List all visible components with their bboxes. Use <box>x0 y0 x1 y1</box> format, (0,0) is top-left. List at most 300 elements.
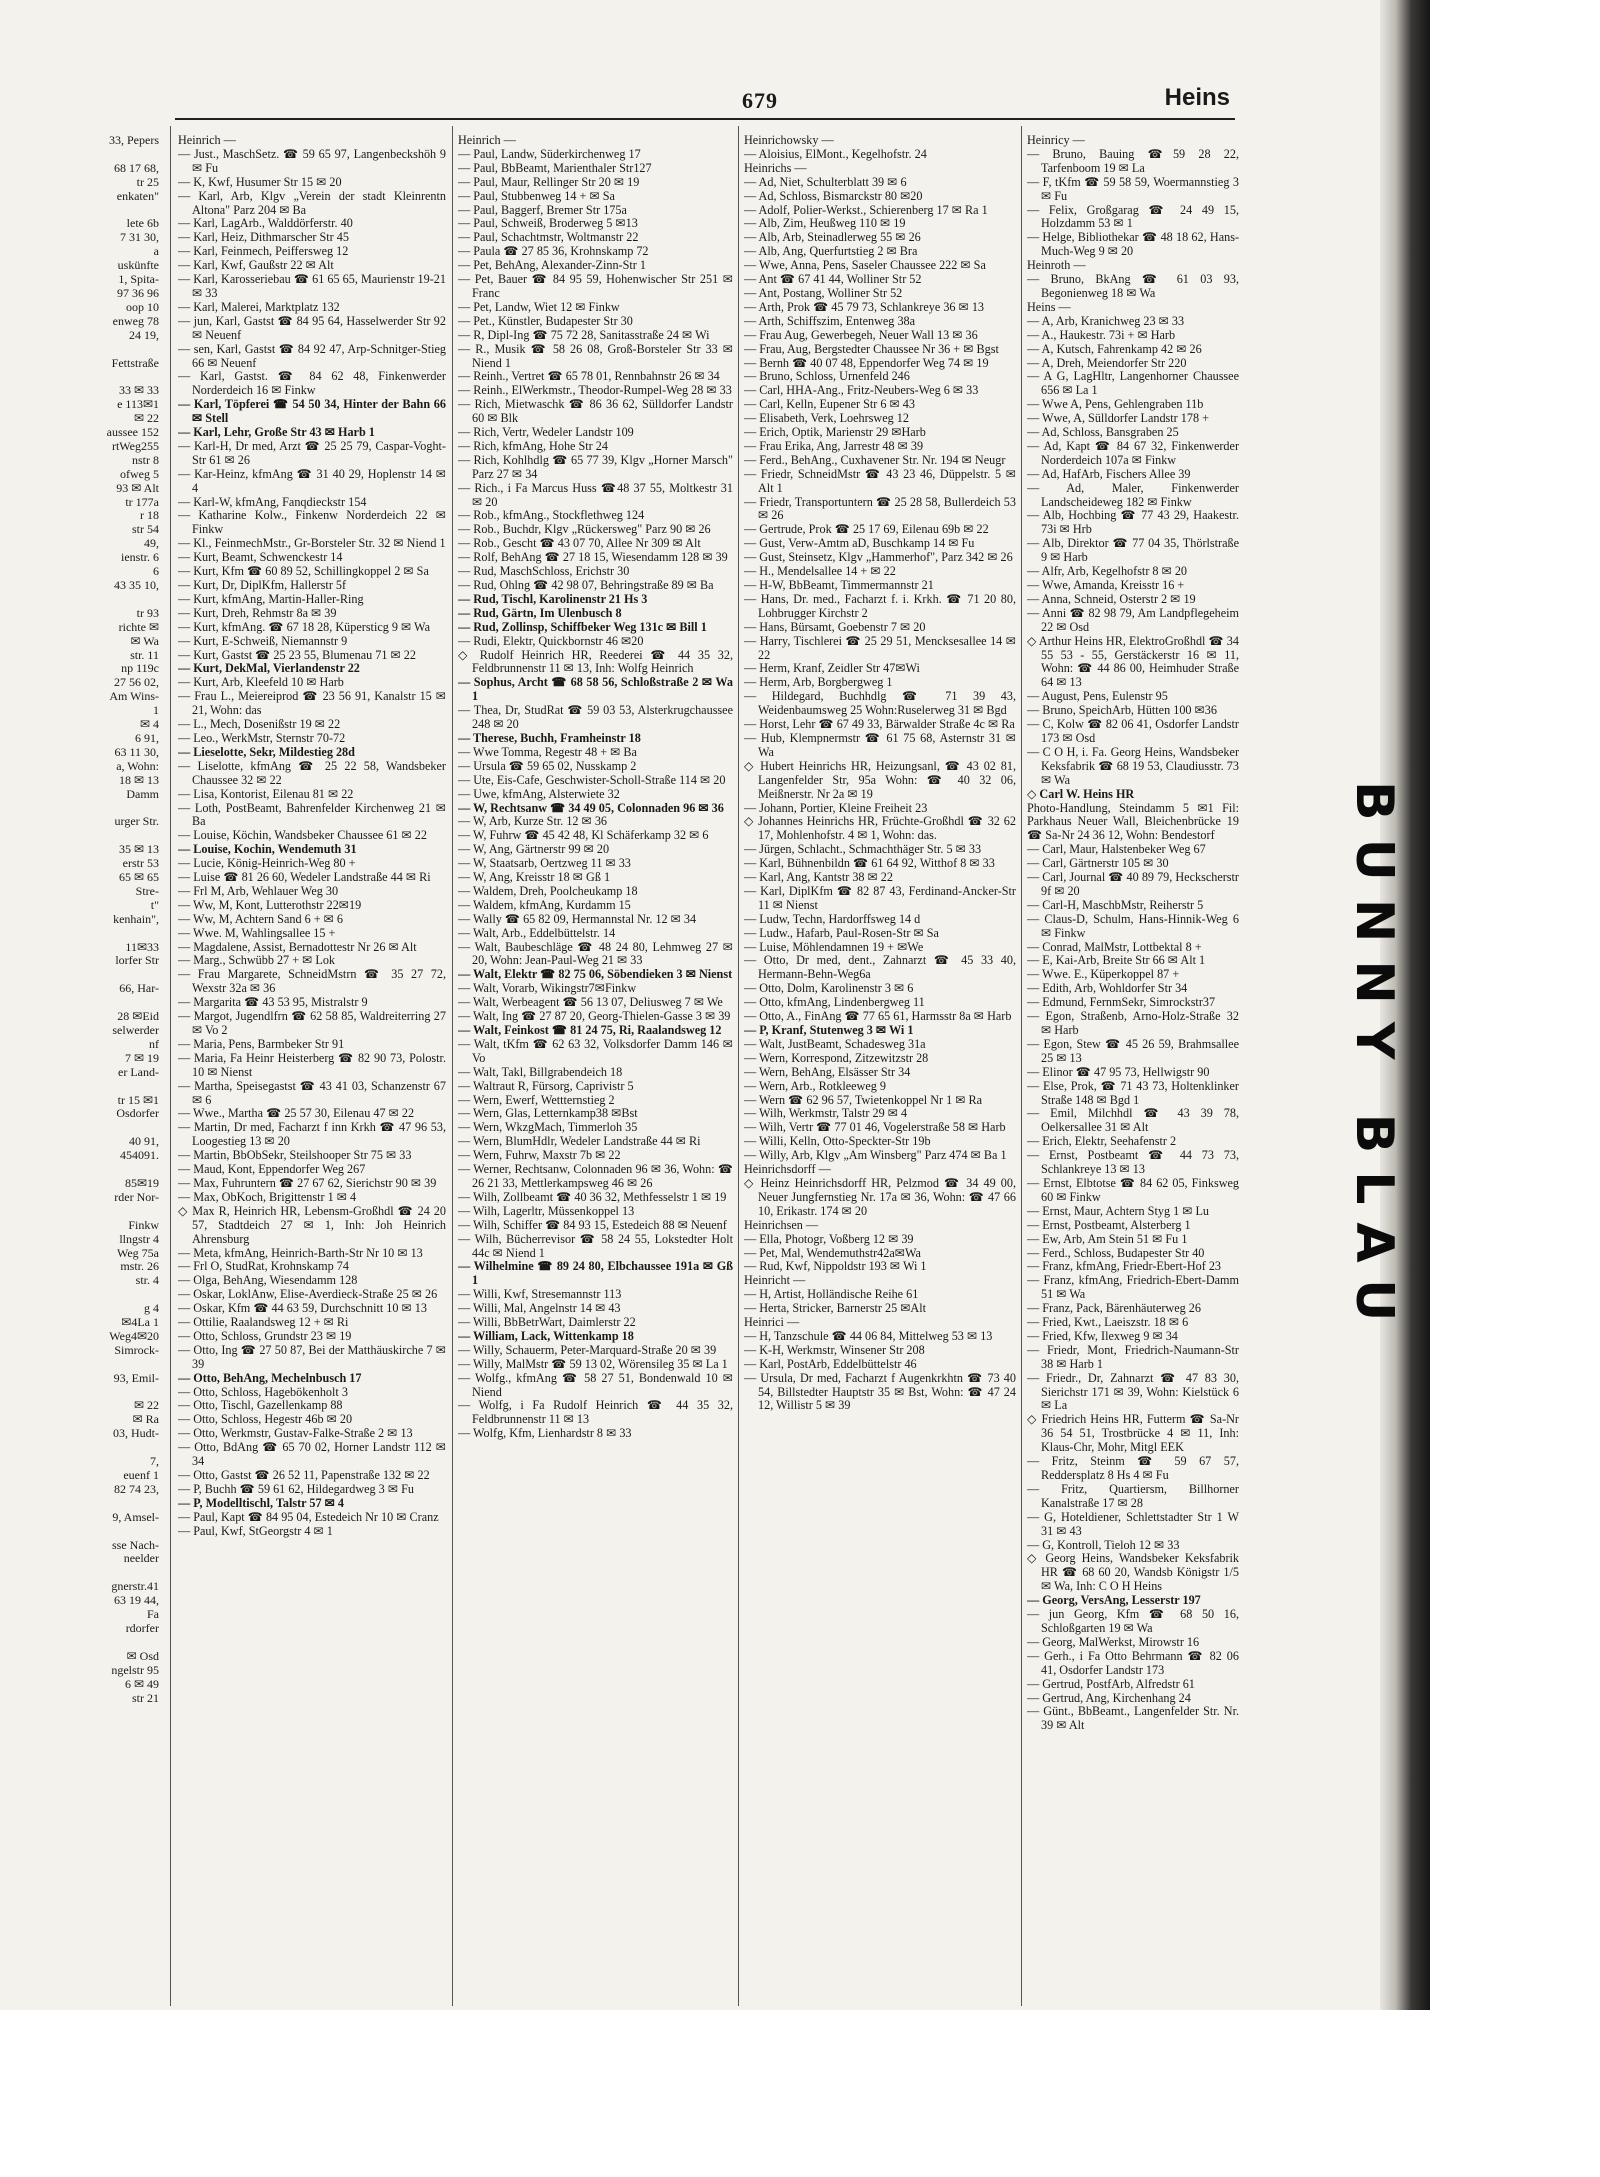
directory-entry: — Maud, Kont, Eppendorfer Weg 267 <box>178 1162 366 1177</box>
directory-entry: — Reinh., Vertret ☎ 65 78 01, Rennbahnstr 26 ✉ 34 <box>458 369 720 384</box>
directory-entry: — Ad, Maler, Finkenwerder Landscheideweg 182 ✉ Finkw <box>1027 480 1239 509</box>
directory-entry: — Wern, Glas, Letternkamp38 ✉Bst <box>458 1106 638 1121</box>
surname-heading: Heinrichs — <box>744 160 807 175</box>
directory-entry: — Fritz, Quartiersm, Billhorner Kanalstraße 17 ✉ 28 <box>1027 1481 1239 1510</box>
stub-line: rtWeg255 <box>111 438 159 453</box>
directory-entry: — Loth, PostBeamt, Bahrenfelder Kirchenweg 21 ✉ Ba <box>178 800 446 829</box>
directory-entry: — Therese, Buchh, Framheinstr 18 <box>458 730 641 745</box>
stub-line: 1, Spita- <box>118 272 159 287</box>
directory-entry: — Rob., kfmAng., Stockflethweg 124 <box>458 508 645 523</box>
directory-entry: — Otto, Tischl, Gazellenkamp 88 <box>178 1398 343 1413</box>
directory-entry: — Louise, Kochin, Wendemuth 31 <box>178 842 357 857</box>
stub-line: lorfer Str <box>115 953 159 968</box>
stub-line: 11✉33 <box>125 939 159 954</box>
stub-line: kenhain", <box>113 911 159 926</box>
directory-entry: — Karl, Lehr, Große Str 43 ✉ Harb 1 <box>178 425 375 440</box>
directory-entry: — R, Dipl-Ing ☎ 75 72 28, Sanitasstraße 24 ✉ Wi <box>458 327 710 342</box>
listing-column-1 <box>178 134 446 2004</box>
directory-entry: — Sophus, Archt ☎ 68 58 56, Schloßstraße 2 ✉ Wa 1 <box>458 675 733 704</box>
stub-line: str 54 <box>132 522 159 537</box>
stub-line: 65 ✉ 65 <box>118 870 159 885</box>
stub-line: 7 ✉ 19 <box>124 1050 159 1065</box>
directory-entry: — Otto, Gastst ☎ 26 52 11, Papenstraße 132 ✉ 22 <box>178 1468 430 1482</box>
directory-entry: — A, Dreh, Meiendorfer Str 220 <box>1027 355 1187 370</box>
directory-entry: — Karl, Töpferei ☎ 54 50 34, Hinter der Bahn 66 ✉ Stell <box>178 397 446 426</box>
directory-entry: — Frl M, Arb, Wehlauer Weg 30 <box>178 883 339 898</box>
directory-entry: — Rud, Zollinsp, Schiffbeker Weg 131c ✉ Bill 1 <box>458 619 707 634</box>
stub-line: nf <box>149 1036 159 1051</box>
directory-entry: — Pet, BehAng, Alexander-Zinn-Str 1 <box>458 258 646 273</box>
stub-line <box>0 1080 165 1094</box>
directory-entry: — Paul, Schachtmstr, Woltmanstr 22 <box>458 230 639 245</box>
column-divider <box>452 126 453 2006</box>
directory-entry: — Karl, Bühnenbildn ☎ 61 64 92, Witthof 8 ✉ 33 <box>744 856 995 871</box>
directory-entry: — Louise, Köchin, Wandsbeker Chaussee 61 ✉ 22 <box>178 828 427 843</box>
stub-line: 82 74 23, <box>114 1481 159 1496</box>
stub-line: 97 36 96 <box>117 285 159 300</box>
stub-line: 454091. <box>120 1148 159 1163</box>
stub-line: str 21 <box>132 1690 159 1705</box>
stub-line: tr 177a <box>125 494 159 509</box>
directory-entry: — Friedr., Dr, Zahnarzt ☎ 47 83 30, Sierichstr 171 ✉ 39, Wohn: Kielstück 6 ✉ La <box>1027 1370 1239 1413</box>
header-rule <box>175 118 1235 120</box>
directory-entry: — H., Mendelsallee 14 + ✉ 22 <box>744 564 896 579</box>
stub-line: str. 11 <box>130 647 159 662</box>
directory-entry: — Wwe, Amanda, Kreisstr 16 + <box>1027 578 1185 592</box>
directory-entry: — Carl, Gärtnerstr 105 ✉ 30 <box>1027 856 1169 871</box>
stub-line <box>0 996 165 1010</box>
stub-line: Simrock- <box>114 1342 159 1357</box>
stub-line: uskünfte <box>117 258 159 273</box>
directory-entry: — Wilhelmine ☎ 89 24 80, Elbchaussee 191a ✉ Gß 1 <box>458 1259 733 1288</box>
directory-entry: ◇ Max R, Heinrich HR, Lebensm-Großhdl ☎ 24 20 57, Stadtdeich 27 ✉ 1, Inh: Joh Heinrich Ahrensburg <box>178 1203 446 1246</box>
directory-entry: — Karl, Feinmech, Peiffersweg 12 <box>178 244 349 259</box>
stub-line <box>0 1205 165 1219</box>
directory-entry: — Just., MaschSetz. ☎ 59 65 97, Langenbeckshöh 9 ✉ Fu <box>178 146 446 175</box>
surname-heading: Heinricy — <box>1027 134 1085 147</box>
directory-entry: — Alb, Direktor ☎ 77 04 35, Thörlstraße 9 ✉ Harb <box>1027 536 1239 565</box>
stub-line <box>0 1121 165 1135</box>
directory-entry: — jun, Karl, Gastst ☎ 84 95 64, Hasselwerder Str 92 ✉ Neuenf <box>178 313 446 342</box>
directory-entry: — Alb, Zim, Heußweg 110 ✉ 19 <box>744 216 906 231</box>
directory-entry: — Karl, Arb, Klgv „Verein der stadt Kleinrentn Altona" Parz 204 ✉ Ba <box>178 188 446 217</box>
directory-entry: — Walt, Elektr ☎ 82 75 06, Söbendieken 3 ✉ Nienst <box>458 967 733 982</box>
directory-entry: — Ww, M, Kont, Lutterothstr 22✉19 <box>178 897 362 912</box>
directory-entry: — Hans, Bürsamt, Goebenstr 7 ✉ 20 <box>744 619 926 634</box>
stub-line: nstr 8 <box>132 452 159 467</box>
directory-entry: ◇ Friedrich Heins HR, Futterm ☎ Sa-Nr 36 54 51, Trostbrücke 4 ✉ 11, Inh: Klaus-Chr, Mohr, Mitgl EEK <box>1027 1412 1239 1455</box>
directory-entry: — Kurt, E-Schweiß, Niemannstr 9 <box>178 633 348 648</box>
stub-line <box>0 1288 165 1302</box>
directory-entry: — Friedr, Transportuntern ☎ 25 28 58, Bullerdeich 53 ✉ 26 <box>744 494 1016 523</box>
directory-entry: — Liselotte, kfmAng ☎ 25 22 58, Wandsbeker Chaussee 32 ✉ 22 <box>178 758 446 787</box>
stub-line <box>0 829 165 843</box>
directory-entry: — jun Georg, Kfm ☎ 68 50 16, Schloßgarten 19 ✉ Wa <box>1027 1607 1239 1635</box>
directory-entry: — Walt, Baubeschläge ☎ 48 24 80, Lehmweg 27 ✉ 20, Wohn: Jean-Paul-Weg 21 ✉ 33 <box>458 939 733 968</box>
directory-entry: — Ernst, Postbeamt, Alsterberg 1 <box>1027 1217 1191 1232</box>
stub-line: 27 56 02, <box>114 675 159 690</box>
directory-entry: — Georg, MalWerkst, Mirowstr 16 <box>1027 1634 1200 1649</box>
stub-line: mstr. 26 <box>120 1259 159 1274</box>
directory-entry: — Kurt, Dr, DiplKfm, Hallerstr 5f <box>178 578 347 592</box>
directory-entry: — Horst, Lehr ☎ 67 49 33, Bärwalder Straße 4c ✉ Ra <box>744 717 1015 732</box>
stub-line: 6 ✉ 49 <box>124 1676 159 1691</box>
directory-entry: — Ant ☎ 67 41 44, Wolliner Str 52 <box>744 272 922 287</box>
directory-entry: — Paul, Baggerf, Bremer Str 175a <box>458 202 627 217</box>
directory-entry: — Wern ☎ 62 96 57, Twietenkoppel Nr 1 ✉ Ra <box>744 1092 983 1107</box>
directory-entry: — A., Haukestr. 73i + ✉ Harb <box>1027 327 1176 342</box>
directory-entry: — Fritz, Steinm ☎ 59 67 57, Reddersplatz 8 Hs 4 ✉ Fu <box>1027 1454 1239 1482</box>
directory-entry: — Lisa, Kontorist, Eilenau 81 ✉ 22 <box>178 786 354 801</box>
directory-entry: — Wern, WkzgMach, Timmerloh 35 <box>458 1120 638 1135</box>
stub-line: Weg4✉20 <box>109 1328 159 1343</box>
directory-entry: — Ww, M, Achtern Sand 6 + ✉ 6 <box>178 911 344 926</box>
directory-entry: — Karl, Kwf, Gaußstr 22 ✉ Alt <box>178 258 334 273</box>
stub-line: 68 17 68, <box>114 160 159 175</box>
directory-entry: — Gertrud, PostfArb, Alfredstr 61 <box>1027 1676 1195 1691</box>
stub-line: gnerstr.41 <box>111 1579 159 1594</box>
stub-line <box>0 1386 165 1400</box>
directory-entry: — Gust, Verw-Amtm aD, Buschkamp 14 ✉ Fu <box>744 536 975 551</box>
directory-entry: — Willi, Mal, Angelnstr 14 ✉ 43 <box>458 1301 621 1316</box>
stub-line: 85✉19 <box>124 1175 159 1190</box>
stub-line: e 113✉1 <box>117 397 159 412</box>
directory-entry: — Conrad, MalMstr, Lottbektal 8 + <box>1027 939 1202 954</box>
directory-entry: — Franz, Pack, Bärenhäuterweg 26 <box>1027 1301 1201 1316</box>
running-head: Heins <box>1164 84 1230 111</box>
directory-entry: — Walt, JustBeamt, Schadesweg 31a <box>744 1036 926 1051</box>
directory-entry: — E, Kai-Arb, Breite Str 66 ✉ Alt 1 <box>1027 953 1206 968</box>
directory-entry: — Otto, Schloss, Hagebökenholt 3 <box>178 1384 348 1399</box>
directory-entry: — Wwe., Martha ☎ 25 57 30, Eilenau 47 ✉ 22 <box>178 1106 415 1121</box>
directory-entry: — Wolfg., kfmAng ☎ 58 27 51, Bondenwald 10 ✉ Niend <box>458 1370 733 1399</box>
directory-entry: — Emil, Milchhdl ☎ 43 39 78, Oelkersallee 31 ✉ Alt <box>1027 1106 1239 1135</box>
stub-line <box>0 343 165 357</box>
directory-entry: — Otto, Schloss, Grundstr 23 ✉ 19 <box>178 1328 352 1343</box>
directory-entry: — W, Staatsarb, Oertzweg 11 ✉ 33 <box>458 856 631 871</box>
directory-entry: — Paula ☎ 27 85 36, Krohnskamp 72 <box>458 244 649 259</box>
directory-entry: — Karl, Gastst. ☎ 84 62 48, Finkenwerder Norderdeich 16 ✉ Finkw <box>178 369 446 398</box>
directory-entry: — Claus-D, Schulm, Hans-Hinnik-Weg 6 ✉ Finkw <box>1027 911 1239 940</box>
directory-entry: — G, Hoteldiener, Schlettstadter Str 1 W 31 ✉ 43 <box>1027 1509 1239 1538</box>
directory-entry: — Friedr, SchneidMstr ☎ 43 23 46, Düppelstr. 5 ✉ Alt 1 <box>744 466 1016 495</box>
directory-entry: — Magdalene, Assist, Bernadottestr Nr 26 ✉ Alt <box>178 939 417 954</box>
directory-entry: — Herta, Stricker, Barnerstr 25 ✉Alt <box>744 1301 926 1316</box>
directory-entry: — Kar-Heinz, kfmAng ☎ 31 40 29, Hoplenstr 14 ✉ 4 <box>178 466 446 495</box>
stub-line <box>0 1525 165 1539</box>
column-divider <box>1021 126 1022 2006</box>
directory-entry: — Paul, Kwf, StGeorgstr 4 ✉ 1 <box>178 1523 333 1538</box>
directory-entry: — Alb, Hochbing ☎ 77 43 29, Haakestr. 73i ✉ Hrb <box>1027 508 1239 537</box>
stub-line: 40 91, <box>129 1134 159 1149</box>
stub-line: lete 6b <box>126 216 159 231</box>
directory-entry: — Walt, Werbeagent ☎ 56 13 07, Deliusweg 7 ✉ We <box>458 995 723 1010</box>
directory-entry: — Katharine Kolw., Finkenw Norderdeich 22 ✉ Finkw <box>178 508 446 537</box>
directory-entry: — Wern, Fuhrw, Maxstr 7b ✉ 22 <box>458 1148 621 1163</box>
directory-entry: — Waltraut R, Fürsorg, Caprivistr 5 <box>458 1078 634 1093</box>
directory-entry: — Willi, Kelln, Otto-Speckter-Str 19b <box>744 1134 931 1149</box>
directory-entry: — Karl-H, Dr med, Arzt ☎ 25 25 79, Caspar-Voght-Str 61 ✉ 26 <box>178 438 446 467</box>
page-number: 679 <box>742 88 778 113</box>
directory-entry: — Bruno, BkAng ☎ 61 03 93, Begonienweg 18 ✉ Wa <box>1027 272 1239 300</box>
directory-entry: — Ad, Schloss, Bismarckstr 80 ✉20 <box>744 188 923 203</box>
directory-entry: — Otto, Dr med, dent., Zahnarzt ☎ 45 33 40, Hermann-Behn-Weg6a <box>744 953 1016 982</box>
stub-line: 93 ✉ Alt <box>116 480 159 495</box>
directory-entry: — Rich, Mietwaschk ☎ 86 36 62, Sülldorfer Landstr 60 ✉ Blk <box>458 397 733 426</box>
stub-line: Am Wins- <box>109 689 159 704</box>
directory-entry: — K, Kwf, Husumer Str 15 ✉ 20 <box>178 174 342 189</box>
directory-entry: — Else, Prok, ☎ 71 43 73, Holtenklinker Straße 148 ✉ Bgd 1 <box>1027 1078 1239 1107</box>
directory-entry: — Waldem, Dreh, Poolcheukamp 18 <box>458 883 638 898</box>
surname-heading: Heinrichsdorff — <box>744 1162 831 1177</box>
directory-entry: — Ew, Arb, Am Stein 51 ✉ Fu 1 <box>1027 1231 1188 1246</box>
directory-entry: — Ferd., Schloss, Budapester Str 40 <box>1027 1245 1205 1260</box>
directory-entry: — Karl, LagArb., Walddörferstr. 40 <box>178 216 353 231</box>
directory-entry: ◇ Georg Heins, Wandsbeker Keksfabrik HR ☎ 68 60 20, Wandsb Königstr 1/5 ✉ Wa, Inh: C O H Heins <box>1027 1551 1239 1594</box>
previous-page-stub <box>0 134 165 2004</box>
directory-entry: — Walt, Ing ☎ 27 87 20, Georg-Thielen-Gasse 3 ✉ 39 <box>458 1009 731 1024</box>
directory-entry: — Carl, Kelln, Eupener Str 6 ✉ 43 <box>744 397 915 412</box>
spine-lettering: BUNNY BLAU <box>1344 780 1404 1340</box>
stub-line: 18 ✉ 13 <box>118 772 159 787</box>
directory-entry: — Johann, Portier, Kleine Freiheit 23 <box>744 800 928 815</box>
directory-entry: — Carl, Maur, Halstenbeker Weg 67 <box>1027 842 1206 857</box>
directory-entry: — Walt, Arb., Eddelbüttelstr. 14 <box>458 925 616 940</box>
directory-entry: — W, Fuhrw ☎ 45 42 48, Kl Schäferkamp 32 ✉ 6 <box>458 828 709 843</box>
directory-entry: — Karl, Malerei, Marktplatz 132 <box>178 299 340 314</box>
directory-entry: ◇ Heinz Heinrichsdorff HR, Pelzmod ☎ 34 49 00, Neuer Jungfernstieg Nr. 17a ✉ 36, Wohn: ☎ 47 66 10, Erikastr. 174 ✉ 20 <box>744 1175 1016 1218</box>
directory-entry: — Paul, Kapt ☎ 84 95 04, Estedeich Nr 10 ✉ Cranz <box>178 1509 439 1524</box>
directory-entry: — Egon, Stew ☎ 45 26 59, Brahmsallee 25 ✉ 13 <box>1027 1036 1239 1065</box>
directory-entry: — William, Lack, Wittenkamp 18 <box>458 1328 634 1343</box>
stub-line: np 119c <box>121 661 159 676</box>
directory-entry: — Pet, Bauer ☎ 84 95 59, Hohenwischer Str 251 ✉ Franc <box>458 272 733 300</box>
directory-entry: — L., Mech, Dosenißstr 19 ✉ 22 <box>178 717 341 732</box>
directory-entry: — Frau, Aug, Bergstedter Chaussee Nr 36 + ✉ Bgst <box>744 341 999 356</box>
listing-column-3 <box>744 134 1016 2004</box>
directory-entry: — Frau L., Meiereiprod ☎ 23 56 91, Kanalstr 15 ✉ 21, Wohn: das <box>178 689 446 718</box>
directory-entry: — Martin, Dr med, Facharzt f inn Krkh ☎ 47 96 53, Loogestieg 13 ✉ 20 <box>178 1120 446 1149</box>
directory-entry: — Karl, Karosseriebau ☎ 61 65 65, Maurienstr 19-21 ✉ 33 <box>178 272 446 300</box>
directory-entry: — Leo., WerkMstr, Sternstr 70-72 <box>178 730 346 745</box>
stub-line: 63 19 44, <box>114 1593 159 1608</box>
stub-line: ✉ Wa <box>130 633 159 648</box>
directory-entry: — Ute, Eis-Cafe, Geschwister-Scholl-Straße 114 ✉ 20 <box>458 772 726 787</box>
directory-entry: — Aloisius, ElMont., Kegelhofstr. 24 <box>744 146 927 161</box>
directory-entry: — W, Ang, Gärtnerstr 99 ✉ 20 <box>458 842 610 857</box>
stub-line: 35 ✉ 13 <box>118 842 159 857</box>
directory-entry: — Rolf, BehAng ☎ 27 18 15, Wiesendamm 128 ✉ 39 <box>458 550 728 565</box>
stub-line <box>0 1441 165 1455</box>
directory-entry: — Wolfg, i Fa Rudolf Heinrich ☎ 44 35 32, Feldbrunnenstr 11 ✉ 13 <box>458 1398 733 1427</box>
directory-entry: — Willy, Arb, Klgv „Am Winsberg" Parz 474 ✉ Ba 1 <box>744 1148 1007 1163</box>
directory-entry: — Erich, Elektr, Seehafenstr 2 <box>1027 1134 1177 1149</box>
stub-line: Osdorfer <box>116 1106 159 1121</box>
stub-line: 33, Pepers <box>109 134 159 147</box>
directory-entry: ◇ Johannes Heinrichs HR, Früchte-Großhdl ☎ 32 62 17, Mohlenhofstr. 4 ✉ 1, Wohn: das. <box>744 814 1016 843</box>
stub-line: 63 11 30, <box>114 744 159 759</box>
directory-entry: — Bruno, Schloss, Urnenfeld 246 <box>744 369 910 384</box>
directory-entry: — Karl, PostArb, Eddelbüttelstr 46 <box>744 1356 917 1371</box>
directory-entry: — A, Arb, Kranichweg 23 ✉ 33 <box>1027 313 1185 328</box>
stub-line: 49, <box>144 536 159 551</box>
stub-line: Fa <box>147 1607 159 1622</box>
directory-entry: — Paul, Maur, Rellinger Str 20 ✉ 19 <box>458 174 640 189</box>
surname-heading: Heinrichsen — <box>744 1217 819 1232</box>
directory-entry: — Willi, BbBetrWart, Daimlerstr 22 <box>458 1315 636 1330</box>
directory-entry: ◇ Hubert Heinrichs HR, Heizungsanl, ☎ 43 02 81, Langenfelder Str, 95a Wohn: ☎ 40 32 06, Meißnerstr. Nr 2a ✉ 19 <box>744 758 1016 801</box>
directory-entry: — Ernst, Maur, Achtern Styg 1 ✉ Lu <box>1027 1203 1210 1218</box>
directory-entry: — Maria, Pens, Barmbeker Str 91 <box>178 1036 345 1051</box>
directory-entry: — Willi, Kwf, Stresemannstr 113 <box>458 1287 622 1302</box>
directory-entry: — Maria, Fa Heinr Heisterberg ☎ 82 90 73, Polostr. 10 ✉ Nienst <box>178 1050 446 1079</box>
directory-entry: — Karl, Heiz, Dithmarscher Str 45 <box>178 230 349 245</box>
directory-entry: — Ottilie, Raalandsweg 12 + ✉ Ri <box>178 1315 349 1330</box>
directory-entry: — Pet., Künstler, Budapester Str 30 <box>458 313 633 328</box>
directory-entry: — Walt, Vorarb, Wikingstr7✉Finkw <box>458 981 637 996</box>
directory-entry: — Paul, Stubbenweg 14 + ✉ Sa <box>458 188 615 203</box>
directory-entry: — Felix, Großgarag ☎ 24 49 15, Holzdamm 53 ✉ 1 <box>1027 202 1239 231</box>
stub-line: 93, Emil- <box>113 1370 159 1385</box>
directory-entry: — Elisabeth, Verk, Loehrsweg 12 <box>744 411 909 426</box>
stub-line: tr 93 <box>136 605 159 620</box>
directory-entry: — Fried, Kfw, Ilexweg 9 ✉ 34 <box>1027 1328 1178 1343</box>
directory-entry: — Otto, Werkmstr, Gustav-Falke-Straße 2 ✉ 13 <box>178 1426 413 1441</box>
stub-line: richte ✉ <box>118 619 159 634</box>
stub-line: 7 31 30, <box>120 230 159 245</box>
directory-entry: — Rud, Kwf, Nippoldstr 193 ✉ Wi 1 <box>744 1259 927 1274</box>
stub-line: rder Nor- <box>114 1189 159 1204</box>
stub-line <box>0 1636 165 1650</box>
directory-entry: — Waldem, kfmAng, Kurdamm 15 <box>458 897 631 912</box>
directory-entry: — Lucie, König-Heinrich-Weg 80 + <box>178 856 356 871</box>
directory-entry: — Anna, Schneid, Osterstr 2 ✉ 19 <box>1027 591 1196 606</box>
stub-line <box>0 593 165 607</box>
directory-entry: — Hans, Dr. med., Facharzt f. i. Krkh. ☎ 71 20 80, Lohbrugger Kirchstr 2 <box>744 591 1016 620</box>
directory-entry: — Ludw, Techn, Hardorffsweg 14 d <box>744 911 921 926</box>
directory-entry: — Rud, Tischl, Karolinenstr 21 Hs 3 <box>458 591 648 606</box>
directory-entry: — Wilh, Werkmstr, Talstr 29 ✉ 4 <box>744 1106 908 1121</box>
directory-entry: — Luise ☎ 81 26 60, Wedeler Landstraße 44 ✉ Ri <box>178 870 431 885</box>
directory-entry: — Wwe A, Pens, Gehlengraben 11b <box>1027 397 1204 412</box>
stub-line: ienstr. 6 <box>121 550 159 565</box>
stub-line: 43 35 10, <box>114 578 159 592</box>
stub-line: a <box>153 244 159 259</box>
directory-entry: — Wwe. M, Wahlingsallee 15 + <box>178 925 336 940</box>
directory-entry: — Georg, VersAng, Lesserstr 197 <box>1027 1593 1201 1608</box>
directory-entry: — Wolfg, Kfm, Lienhardstr 8 ✉ 33 <box>458 1426 632 1441</box>
directory-entry: — Kurt, kfmAng, Martin-Haller-Ring <box>178 591 364 606</box>
directory-entry: — Wally ☎ 65 82 09, Hermannstal Nr. 12 ✉ 34 <box>458 911 697 926</box>
stub-line: 9, Amsel- <box>112 1509 159 1524</box>
directory-entry: — Carl-H, MaschbMstr, Reiherstr 5 <box>1027 897 1204 912</box>
directory-entry: — Martin, BbObSekr, Steilshooper Str 75 ✉ 33 <box>178 1148 412 1163</box>
directory-entry: — Otto, BdAng ☎ 65 70 02, Horner Landstr 112 ✉ 34 <box>178 1440 446 1469</box>
stub-line <box>0 1163 165 1177</box>
directory-entry: — Frau Aug, Gewerbegeh, Neuer Wall 13 ✉ 36 <box>744 327 978 342</box>
directory-entry: — Ad, Kapt ☎ 84 67 32, Finkenwerder Norderdeich 107a ✉ Finkw <box>1027 438 1239 467</box>
directory-entry: — Gertrude, Prok ☎ 25 17 69, Eilenau 69b ✉ 22 <box>744 522 989 537</box>
directory-entry: — Kurt, Beamt, Schwenckestr 14 <box>178 550 343 565</box>
directory-entry: — Otto, Ing ☎ 27 50 87, Bei der Matthäuskirche 7 ✉ 39 <box>178 1342 446 1371</box>
stub-line: erstr 53 <box>122 856 159 871</box>
directory-entry: — Pet, Landw, Wiet 12 ✉ Finkw <box>458 299 620 314</box>
directory-entry: — Fried, Kwt., Laeiszstr. 18 ✉ 6 <box>1027 1315 1189 1330</box>
surname-heading: Heinrici — <box>744 1315 800 1330</box>
stub-line: 6 91, <box>135 730 159 745</box>
directory-entry: — Max, ObKoch, Brigittenstr 1 ✉ 4 <box>178 1189 357 1204</box>
stub-line: r 18 <box>140 508 159 523</box>
directory-entry: — Rudi, Elektr, Quickbornstr 46 ✉20 <box>458 633 644 648</box>
directory-entry: — Frau Erika, Ang, Jarrestr 48 ✉ 39 <box>744 438 924 453</box>
directory-entry: — F, tKfm ☎ 59 58 59, Woermannstieg 3 ✉ Fu <box>1027 174 1239 203</box>
directory-entry: — Uwe, kfmAng, Alsterwiete 32 <box>458 786 620 801</box>
stub-line: Stre- <box>135 883 159 898</box>
directory-entry: — Walt, Feinkost ☎ 81 24 75, Ri, Raalandsweg 12 <box>458 1023 722 1037</box>
stub-line: 33 ✉ 33 <box>118 383 159 398</box>
listing-column-2 <box>458 134 733 2004</box>
stub-line <box>0 148 165 162</box>
directory-entry: — Kurt, DekMal, Vierlandenstr 22 <box>178 661 360 676</box>
directory-entry: — Gerh., i Fa Otto Behrmann ☎ 82 06 41, Osdorfer Landstr 173 <box>1027 1648 1239 1677</box>
directory-entry: — Martha, Speisegastst ☎ 43 41 03, Schanzenstr 67 ✉ 6 <box>178 1078 446 1107</box>
directory-entry: — Ernst, Postbeamt ☎ 44 73 73, Schlankreye 13 ✉ 13 <box>1027 1148 1239 1177</box>
directory-entry: — Olga, BehAng, Wiesendamm 128 <box>178 1273 358 1288</box>
surname-heading: Heinrich — <box>178 134 236 147</box>
directory-entry: — Werner, Rechtsanw, Colonnaden 96 ✉ 36, Wohn: ☎ 26 21 33, Mettlerkampsweg 46 ✉ 26 <box>458 1162 733 1190</box>
stub-line: tr 25 <box>136 174 159 189</box>
directory-entry: — Rud, MaschSchloss, Erichstr 30 <box>458 564 630 579</box>
directory-entry: — W, Rechtsanw ☎ 34 49 05, Colonnaden 96 ✉ 36 <box>458 800 724 815</box>
directory-entry: — Rud, Ohlng ☎ 42 98 07, Behringstraße 89 ✉ Ba <box>458 578 714 592</box>
directory-entry: — Marg., Schwübb 27 + ✉ Lok <box>178 953 336 968</box>
surname-heading: Heinrich — <box>458 134 516 147</box>
directory-entry: — Frl O, StudRat, Krohnskamp 74 <box>178 1259 349 1274</box>
directory-entry: — Wilh, Zollbeamt ☎ 40 36 32, Methfesselstr 1 ✉ 19 <box>458 1189 727 1204</box>
directory-entry: — Hildegard, Buchhdlg ☎ 71 39 43, Weidenbaumsweg 25 Wohn:Ruselerweg 31 ✉ Bgd <box>744 689 1016 718</box>
directory-entry: — P, Modelltischl, Talstr 57 ✉ 4 <box>178 1495 344 1510</box>
directory-entry: — Erich, Optik, Marienstr 29 ✉Harb <box>744 425 926 440</box>
stub-line <box>0 204 165 218</box>
directory-entry: — Alb, Ang, Querfurtstieg 2 ✉ Bra <box>744 244 918 259</box>
directory-entry: — Jürgen, Schlacht., Schmachthäger Str. 5 ✉ 33 <box>744 842 982 857</box>
listing-column-4 <box>1027 134 1239 2004</box>
directory-entry: — Ernst, Elbtotse ☎ 84 62 05, Finksweg 60 ✉ Finkw <box>1027 1175 1239 1204</box>
stub-line: 28 ✉Eid <box>117 1009 159 1024</box>
directory-entry: — Edmund, FernmSekr, Simrockstr37 <box>1027 995 1216 1010</box>
directory-entry: — H-W, BbBeamt, Timmermannstr 21 <box>744 578 934 592</box>
directory-entry: — Kurt, Dreh, Rehmstr 8a ✉ 39 <box>178 605 337 620</box>
stub-line: 03, Hudt- <box>113 1426 159 1441</box>
directory-entry: — A G, LagHltr, Langenhorner Chaussee 656 ✉ La 1 <box>1027 369 1239 398</box>
directory-entry: — Wilh, Vertr ☎ 77 01 46, Vogelerstraße 58 ✉ Harb <box>744 1120 1006 1135</box>
directory-entry: — sen, Karl, Gastst ☎ 84 92 47, Arp-Schnitger-Stieg 66 ✉ Neuenf <box>178 341 446 370</box>
stub-line: ngelstr 95 <box>111 1662 159 1677</box>
stub-line <box>0 968 165 982</box>
directory-entry: — Egon, Straßenb, Arno-Holz-Straße 32 ✉ Harb <box>1027 1009 1239 1037</box>
directory-entry: — Wilh, Bücherrevisor ☎ 58 24 55, Lokstedter Holt 44c ✉ Niend 1 <box>458 1231 733 1260</box>
directory-entry: — Wilh, Schiffer ☎ 84 93 15, Estedeich 88 ✉ Neuenf <box>458 1217 727 1232</box>
column-divider <box>170 126 171 2006</box>
stub-line: a, Wohn: <box>116 758 159 773</box>
directory-entry: — Karl-W, kfmAng, Fanqdieckstr 154 <box>178 494 367 509</box>
directory-entry: — P, Kranf, Stutenweg 3 ✉ Wi 1 <box>744 1023 914 1037</box>
directory-entry: — Otto, A., FinAng ☎ 77 65 61, Harmsstr 8a ✉ Harb <box>744 1009 1012 1024</box>
directory-entry: — Kl., FeinmechMstr., Gr-Borsteler Str. 32 ✉ Niend 1 <box>178 536 446 551</box>
directory-entry: — Oskar, Kfm ☎ 44 63 59, Durchschnitt 10 ✉ 13 <box>178 1301 427 1316</box>
directory-entry: — Wwe, Anna, Pens, Saseler Chaussee 222 ✉ Sa <box>744 258 986 273</box>
stub-line: ofweg 5 <box>120 466 159 481</box>
